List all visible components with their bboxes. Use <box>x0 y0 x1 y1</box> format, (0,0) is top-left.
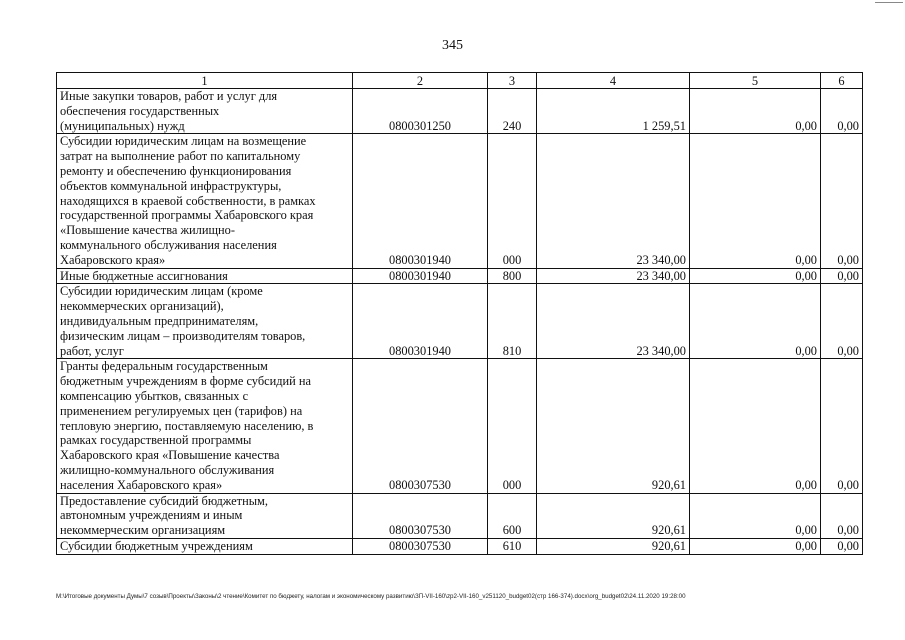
row-value-col6-cell: 0,00 <box>821 268 863 284</box>
row-value-col5-cell: 0,00 <box>690 268 821 284</box>
row-name-cell <box>57 268 353 284</box>
row-name-line: бюджетным учреждениям в форме субсидий на <box>60 374 312 389</box>
row-name-line: некоммерческим организациям <box>60 523 226 538</box>
table-row <box>57 134 863 268</box>
row-name-cell <box>57 538 353 554</box>
row-value-col4-cell: 920,61 <box>537 538 690 554</box>
row-name-line: «Повышение качества жилищно- <box>60 223 235 238</box>
row-name-line: Иные закупки товаров, работ и услуг для <box>60 89 278 103</box>
row-value-col5-cell: 0,00 <box>690 284 821 359</box>
row-value-col5-cell: 0,00 <box>690 89 821 134</box>
row-name-line: Субсидии юридическим лицам на возмещение <box>60 134 307 149</box>
row-value-col6-cell: 0,00 <box>821 493 863 538</box>
row-value-col5-cell: 0,00 <box>690 359 821 493</box>
row-value-col4-cell: 23 340,00 <box>537 284 690 359</box>
row-name-line: объектов коммунальной инфраструктуры, <box>60 178 282 193</box>
row-name-line: Гранты федеральным государственным <box>60 359 268 374</box>
row-value-col6-cell: 0,00 <box>821 134 863 268</box>
row-name-line: применением регулируемых цен (тарифов) на <box>60 403 303 418</box>
row-name-line: обеспечения государственных <box>60 103 220 118</box>
row-name-line: ремонту и обеспечению функционирования <box>60 163 292 178</box>
row-name-line: (муниципальных) нужд <box>60 118 185 133</box>
row-value-col4-cell: 23 340,00 <box>537 134 690 268</box>
table-row <box>57 284 863 359</box>
table-row <box>57 538 863 554</box>
budget-table <box>56 72 863 555</box>
page-number: 345 <box>442 38 463 53</box>
row-value-col4-cell: 1 259,51 <box>537 89 690 134</box>
row-value-col5-cell: 0,00 <box>690 538 821 554</box>
row-name-line: Субсидии бюджетным учреждениям <box>60 538 253 553</box>
table-row <box>57 359 863 493</box>
table-header-row <box>57 73 863 89</box>
row-name-cell <box>57 134 353 268</box>
row-value-col6-cell: 0,00 <box>821 284 863 359</box>
column-header: 2 <box>353 73 488 89</box>
row-name-cell <box>57 359 353 493</box>
row-name-cell <box>57 89 353 134</box>
table-row <box>57 268 863 284</box>
column-header: 4 <box>537 73 690 89</box>
column-header: 5 <box>690 73 821 89</box>
row-name-line: тепловую энергию, поставляемую населению, в <box>60 418 314 433</box>
row-name-line: некоммерческих организаций), <box>60 299 224 314</box>
row-type-cell: 600 <box>488 493 537 538</box>
row-code-cell: 0800307530 <box>353 538 488 554</box>
row-name-line: государственной программы Хабаровского края <box>60 208 314 223</box>
row-name-line: находящихся в краевой собственности, в рамках <box>60 193 316 208</box>
corner-mark <box>875 2 903 3</box>
row-name-line: компенсацию убытков, связанных с <box>60 388 249 403</box>
row-name-line: Предоставление субсидий бюджетным, <box>60 493 268 508</box>
row-name-line: индивидуальным предпринимателям, <box>60 313 259 328</box>
column-header: 6 <box>821 73 863 89</box>
row-type-cell: 240 <box>488 89 537 134</box>
row-type-cell: 800 <box>488 268 537 284</box>
column-header: 1 <box>57 73 353 89</box>
row-name-line: Хабаровского края» <box>60 252 166 267</box>
row-code-cell: 0800307530 <box>353 359 488 493</box>
row-value-col6-cell: 0,00 <box>821 538 863 554</box>
row-code-cell: 0800301940 <box>353 284 488 359</box>
row-name-cell <box>57 493 353 538</box>
row-value-col6-cell: 0,00 <box>821 359 863 493</box>
row-name-line: жилищно-коммунального обслуживания <box>60 462 275 477</box>
row-name-line: работ, услуг <box>60 343 124 358</box>
row-value-col5-cell: 0,00 <box>690 134 821 268</box>
row-value-col4-cell: 920,61 <box>537 359 690 493</box>
row-value-col4-cell: 23 340,00 <box>537 268 690 284</box>
row-value-col4-cell: 920,61 <box>537 493 690 538</box>
row-type-cell: 810 <box>488 284 537 359</box>
table-row <box>57 89 863 134</box>
row-name-cell <box>57 284 353 359</box>
row-type-cell: 000 <box>488 134 537 268</box>
row-name-line: рамках государственной программы <box>60 433 252 448</box>
row-name-line: физическим лицам – производителям товаров, <box>60 328 306 343</box>
row-code-cell: 0800301940 <box>353 268 488 284</box>
column-header: 3 <box>488 73 537 89</box>
row-name-line: населения Хабаровского края» <box>60 477 223 492</box>
row-type-cell: 610 <box>488 538 537 554</box>
row-name-line: Иные бюджетные ассигнования <box>60 268 228 283</box>
row-type-cell: 000 <box>488 359 537 493</box>
row-name-line: автономным учреждениям и иным <box>60 508 243 523</box>
row-code-cell: 0800301940 <box>353 134 488 268</box>
row-code-cell: 0800307530 <box>353 493 488 538</box>
row-value-col6-cell: 0,00 <box>821 89 863 134</box>
footer-file-path: M:\Итоговые документы Думы\7 созыв\Проекты\Законы\2 чтение\Комитет по бюджету, налогам и экономическому развитию\ЗП-VII-160\zp2-VII-160_v251120_budget02(стр 166-374).docx\org_budget02\24.11.2020 19:28:00 <box>56 593 686 600</box>
row-name-line: коммунального обслуживания населения <box>60 237 277 252</box>
row-code-cell: 0800301250 <box>353 89 488 134</box>
row-name-line: Хабаровского края «Повышение качества <box>60 448 280 463</box>
table-row <box>57 493 863 538</box>
row-name-line: Субсидии юридическим лицам (кроме <box>60 284 263 299</box>
row-name-line: затрат на выполнение работ по капитальному <box>60 149 301 164</box>
row-value-col5-cell: 0,00 <box>690 493 821 538</box>
